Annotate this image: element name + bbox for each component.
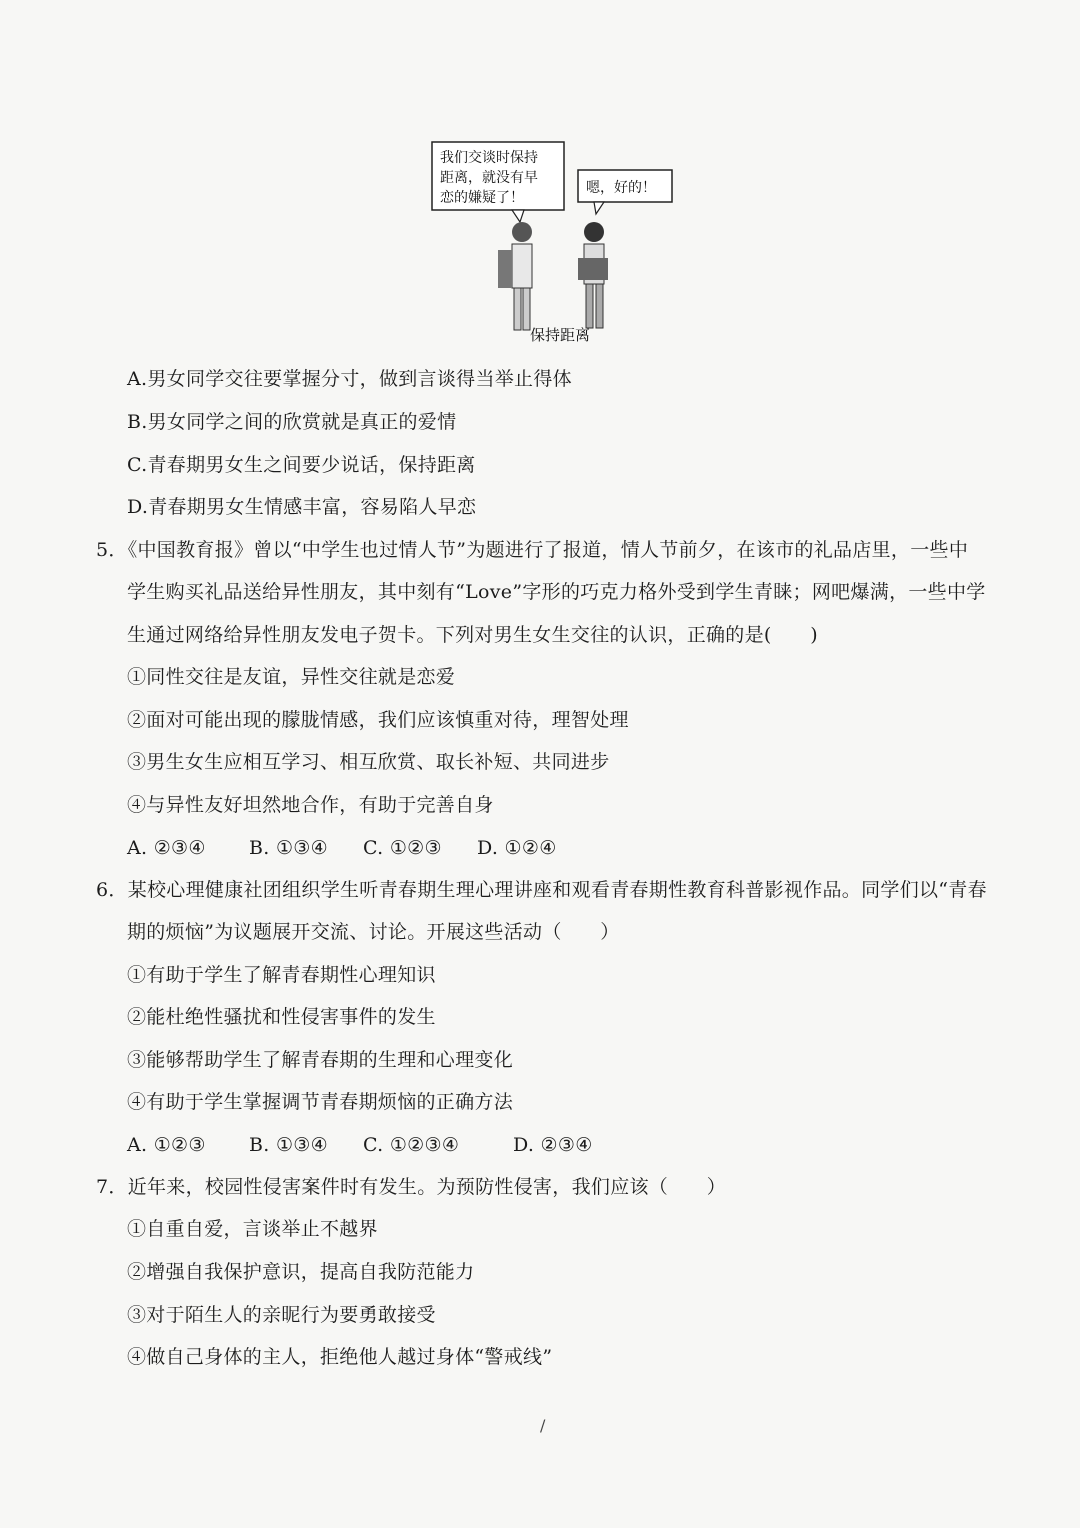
q5-item-3: ③男生女生应相互学习、相互欣赏、取长补短、共同进步 xyxy=(127,751,610,773)
q4-option-b: B.男女同学之间的欣赏就是真正的爱情 xyxy=(127,411,457,433)
q7-item-3: ③对于陌生人的亲昵行为要勇敢接受 xyxy=(127,1304,436,1326)
q5-stem-line-3: 生通过网络给异性朋友发电子贺卡。下列对男生女生交往的认识，正确的是( ) xyxy=(127,624,818,646)
q6-item-2: ②能杜绝性骚扰和性侵害事件的发生 xyxy=(127,1006,436,1028)
q6-item-4: ④有助于学生掌握调节青春期烦恼的正确方法 xyxy=(127,1091,514,1113)
q7-item-2: ②增强自我保护意识，提高自我防范能力 xyxy=(127,1261,475,1283)
q4-option-a: A.男女同学交往要掌握分寸，做到言谈得当举止得体 xyxy=(127,368,572,390)
q4-option-c: C.青春期男女生之间要少说话，保持距离 xyxy=(127,454,476,476)
q5-option-c: C. ①②③ xyxy=(363,837,442,859)
q5-stem-line-1: 5．《中国教育报》曾以“中学生也过情人节”为题进行了报道，情人节前夕，在该市的礼品店里，一些中 xyxy=(96,539,969,561)
q6-options xyxy=(127,1132,593,1158)
q7-stem-line-1: 7．近年来，校园性侵害案件时有发生。为预防性侵害，我们应该（ ） xyxy=(96,1176,726,1198)
page-footer-mark: / xyxy=(540,1416,546,1435)
cartoon-illustration xyxy=(428,140,678,345)
q6-stem-line-1: 6．某校心理健康社团组织学生听青春期生理心理讲座和观看青春期性教育科普影视作品。同学们以“青春 xyxy=(96,879,987,901)
q6-option-d: D. ②③④ xyxy=(513,1134,593,1156)
q5-option-a: A. ②③④ xyxy=(127,837,206,859)
q6-stem-line-2: 期的烦恼”为议题展开交流、讨论。开展这些活动（ ） xyxy=(127,921,620,943)
q5-item-2: ②面对可能出现的朦胧情感，我们应该慎重对待，理智处理 xyxy=(127,709,629,731)
q5-options xyxy=(127,835,557,861)
q7-item-1: ①自重自爱，言谈举止不越界 xyxy=(127,1218,378,1240)
bubble-left-line-2: 距离，就没有早 xyxy=(440,170,538,186)
q6-option-a: A. ①②③ xyxy=(127,1134,206,1156)
q6-option-b: B. ①③④ xyxy=(249,1134,328,1156)
q5-item-4: ④与异性友好坦然地合作，有助于完善自身 xyxy=(127,794,494,816)
bubble-left-line-1: 我们交谈时保持 xyxy=(440,150,538,166)
girl-figure xyxy=(578,222,608,328)
bubble-right-text: 嗯，好的！ xyxy=(586,180,656,196)
q5-option-b: B. ①③④ xyxy=(249,837,328,859)
q5-option-d: D. ①②④ xyxy=(477,837,557,859)
q5-item-1: ①同性交往是友谊，异性交往就是恋爱 xyxy=(127,666,456,688)
q7-item-4: ④做自己身体的主人，拒绝他人越过身体“警戒线” xyxy=(127,1346,553,1368)
speech-bubble-left-tail xyxy=(512,210,524,222)
cartoon-caption: 保持距离 xyxy=(530,326,591,344)
q6-option-c: C. ①②③④ xyxy=(363,1134,460,1156)
bubble-left-line-3: 恋的嫌疑了！ xyxy=(440,190,524,206)
q4-option-d: D.青春期男女生情感丰富，容易陷人早恋 xyxy=(127,496,477,518)
q6-item-1: ①有助于学生了解青春期性心理知识 xyxy=(127,964,436,986)
cartoon-svg xyxy=(428,140,678,345)
speech-bubble-right-tail xyxy=(594,202,604,214)
q6-item-3: ③能够帮助学生了解青春期的生理和心理变化 xyxy=(127,1049,514,1071)
q5-stem-line-2: 学生购买礼品送给异性朋友，其中刻有“Love”字形的巧克力格外受到学生青睐；网吧爆满，一些中学 xyxy=(127,581,986,603)
boy-figure xyxy=(498,222,532,330)
